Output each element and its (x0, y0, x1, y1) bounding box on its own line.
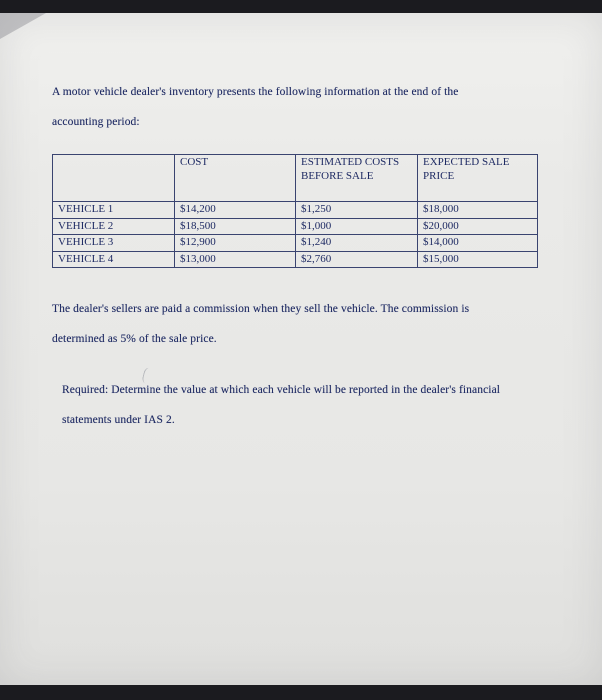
vehicle-name-cell: VEHICLE 2 (53, 218, 175, 235)
estimated-costs-cell: $1,240 (296, 235, 418, 252)
header-blank-cell (53, 155, 175, 202)
table-row (53, 218, 538, 235)
document-content (52, 85, 552, 443)
estimated-costs-cell: $2,760 (296, 251, 418, 268)
photo-bottom-edge (0, 685, 602, 700)
document-page (0, 13, 602, 685)
intro-text-line1: A motor vehicle dealer's inventory presents the following information at the end of the (52, 86, 459, 98)
cost-cell: $14,200 (175, 202, 296, 219)
intro-text-line2: accounting period: (52, 116, 140, 128)
vehicle-name-cell: VEHICLE 4 (53, 251, 175, 268)
table-row (53, 251, 538, 268)
header-expected-price-cell: EXPECTED SALE PRICE (418, 155, 538, 202)
vehicle-name-cell: VEHICLE 1 (53, 202, 175, 219)
required-paragraph (62, 383, 552, 428)
cost-cell: $18,500 (175, 218, 296, 235)
table-header-row (53, 155, 538, 202)
cost-cell: $13,000 (175, 251, 296, 268)
photo-top-edge (0, 0, 602, 13)
cost-cell: $12,900 (175, 235, 296, 252)
inventory-table (52, 154, 538, 268)
header-cost-cell: COST (175, 155, 296, 202)
table-row (53, 235, 538, 252)
expected-price-cell: $20,000 (418, 218, 538, 235)
photo-corner-shadow (0, 13, 46, 39)
table-row (53, 202, 538, 219)
expected-price-cell: $15,000 (418, 251, 538, 268)
header-estimated-costs-cell: ESTIMATED COSTS BEFORE SALE (296, 155, 418, 202)
required-text-line1: Required: Determine the value at which each vehicle will be reported in the dealer's financial (62, 384, 501, 396)
commission-text-line1: The dealer's sellers are paid a commission when they sell the vehicle. The commission is (52, 303, 470, 315)
required-text-line2: statements under IAS 2. (62, 414, 175, 426)
estimated-costs-cell: $1,000 (296, 218, 418, 235)
vehicle-name-cell: VEHICLE 3 (53, 235, 175, 252)
expected-price-cell: $14,000 (418, 235, 538, 252)
expected-price-cell: $18,000 (418, 202, 538, 219)
estimated-costs-cell: $1,250 (296, 202, 418, 219)
commission-text-line2: determined as 5% of the sale price. (52, 333, 217, 345)
commission-paragraph (52, 302, 552, 347)
